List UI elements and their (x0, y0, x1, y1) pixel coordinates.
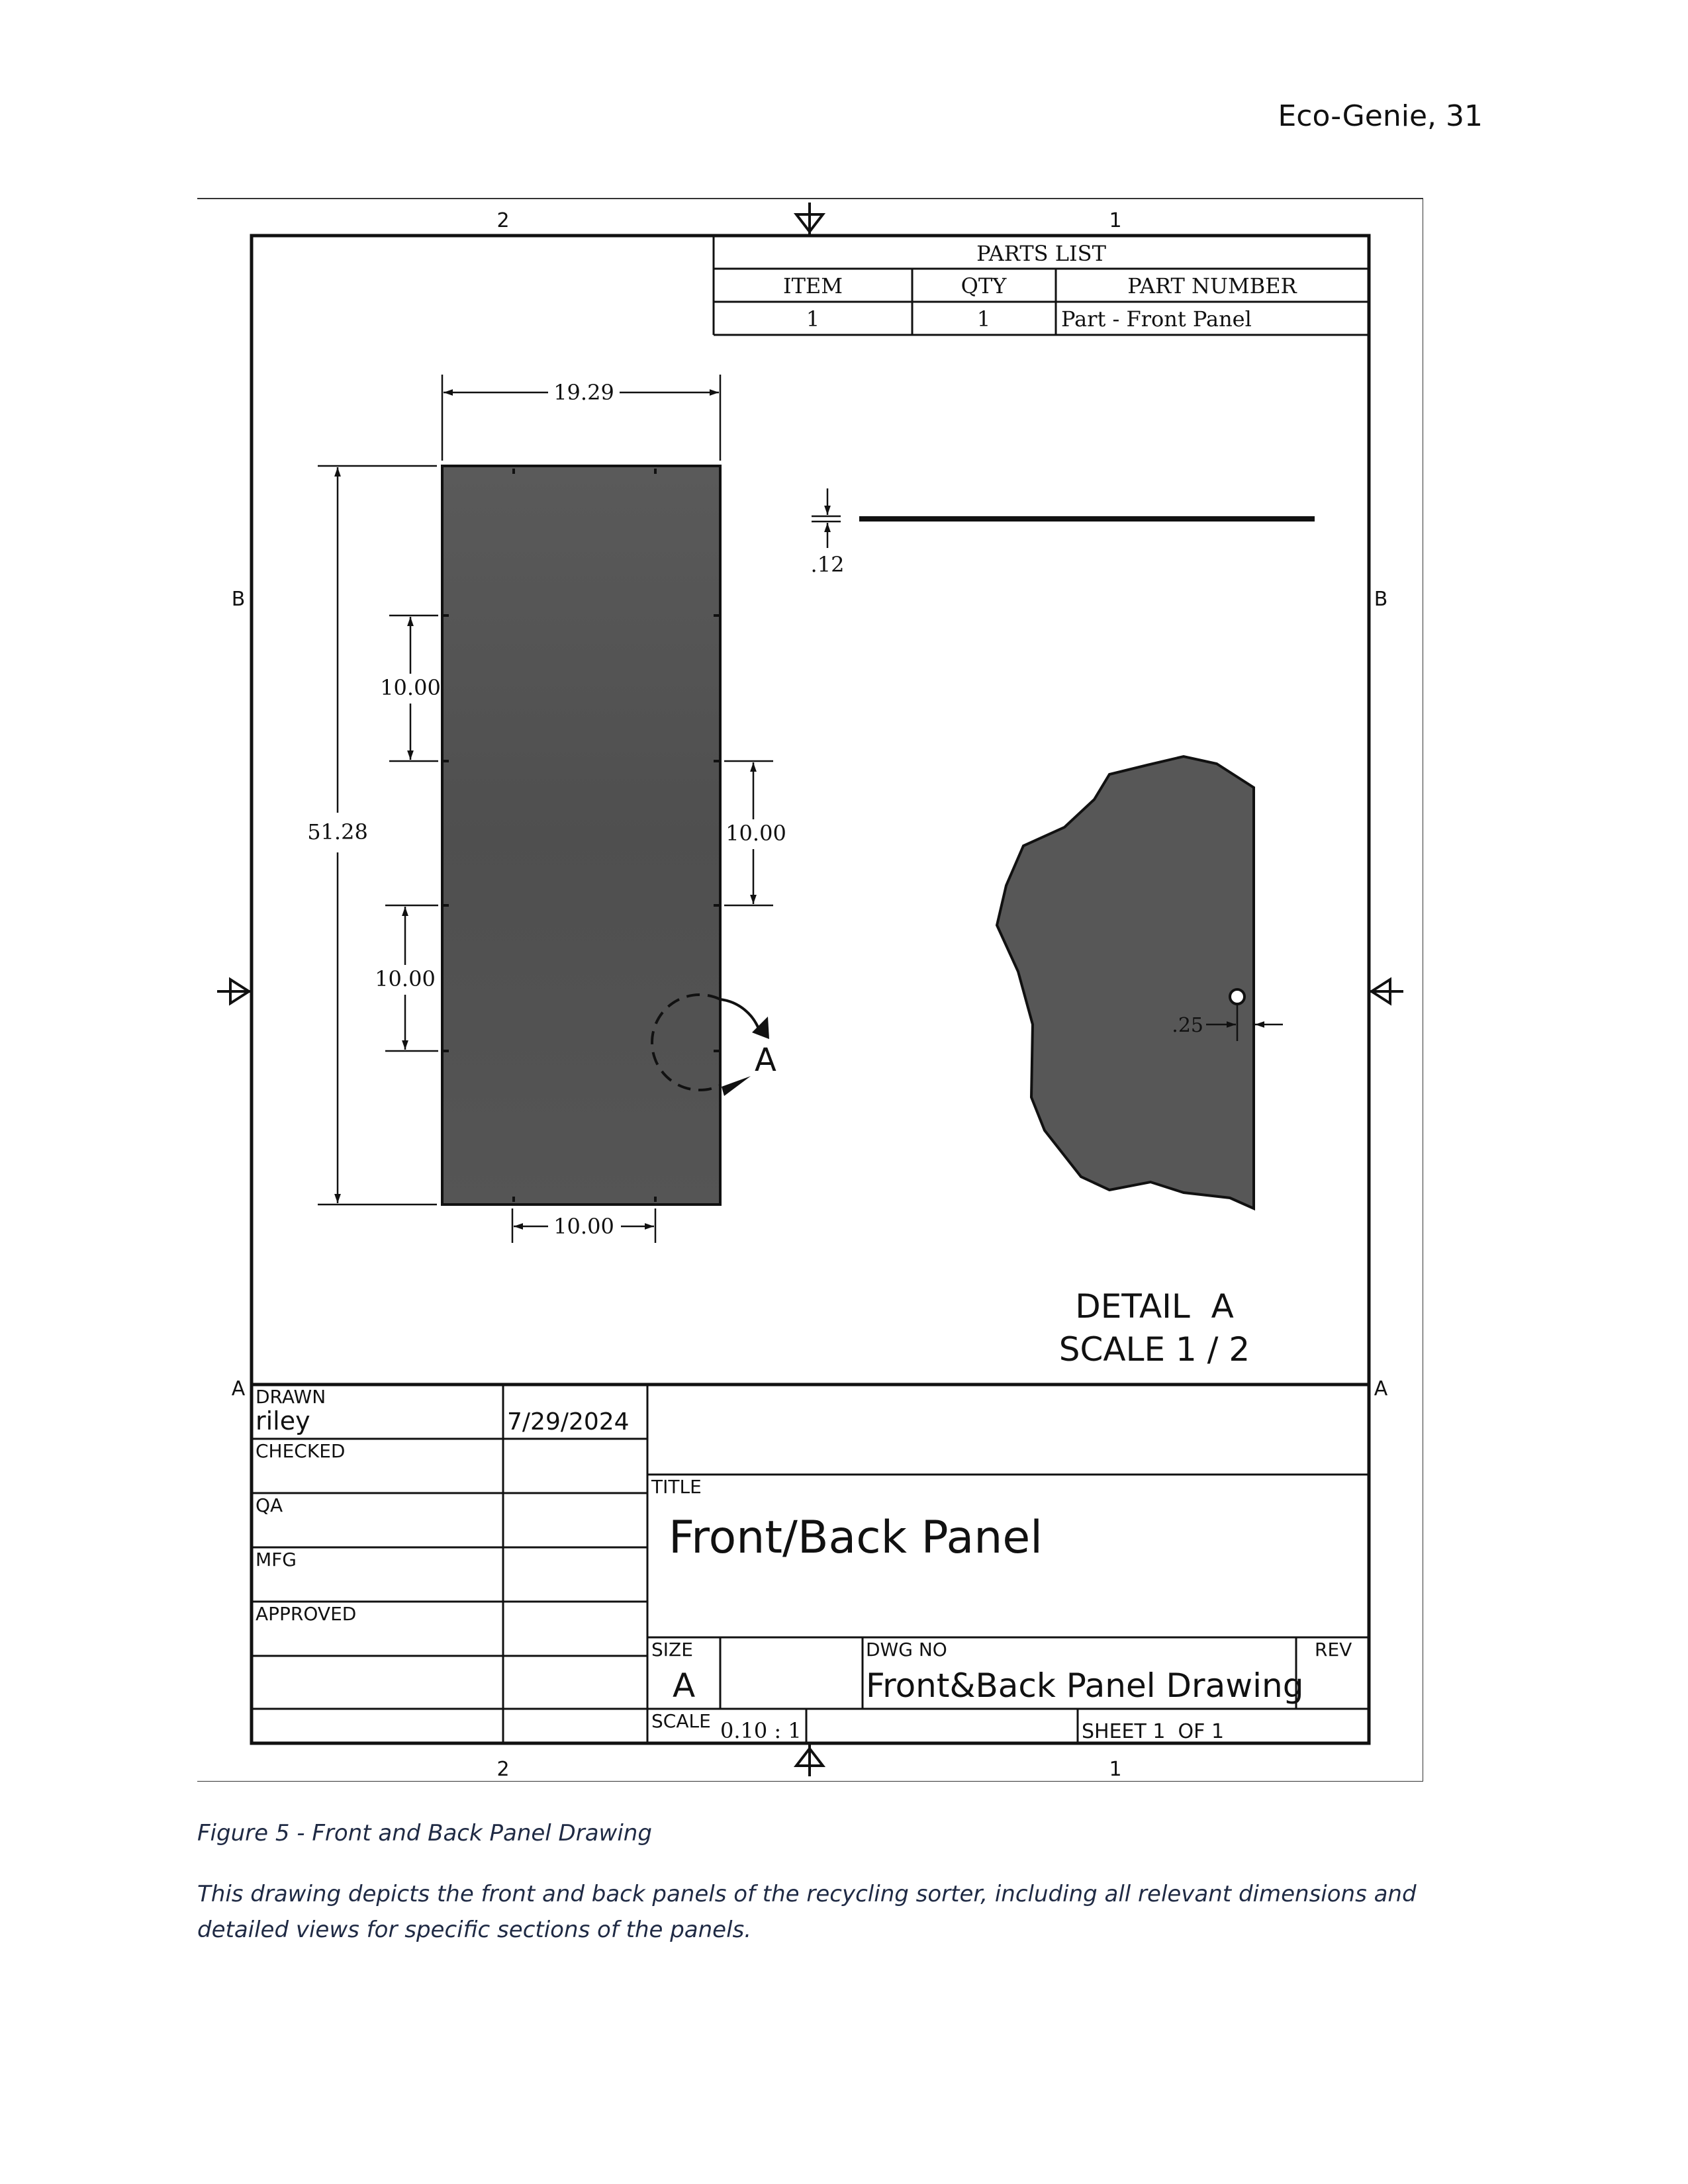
zone-label-right-A: A (1374, 1377, 1388, 1400)
zone-label-right-B: B (1374, 588, 1388, 611)
parts-list-title: PARTS LIST (976, 241, 1106, 266)
dwg-no-label: DWG NO (866, 1639, 947, 1661)
detail-a-view (997, 756, 1254, 1208)
centering-mark-top (796, 203, 823, 236)
zone-label-bottom-1: 1 (1109, 1758, 1122, 1781)
scale-label: SCALE (651, 1710, 711, 1732)
page-header: Eco-Genie, 31 (1278, 99, 1483, 133)
zone-label-left-B: B (231, 588, 246, 611)
height-dimension-label: 51.28 (307, 819, 368, 844)
drawn-label: DRAWN (256, 1386, 326, 1408)
upper-hole-spacing-label: 10.00 (380, 675, 441, 700)
detail-hole-offset-label: .25 (1172, 1014, 1203, 1037)
title-label: TITLE (651, 1476, 702, 1498)
front-panel-view (442, 466, 720, 1205)
dwg-no-value: Front&Back Panel Drawing (866, 1666, 1304, 1705)
right-hole-spacing-label: 10.00 (726, 821, 786, 846)
size-label: SIZE (651, 1639, 693, 1661)
checked-label: CHECKED (256, 1440, 346, 1462)
engineering-drawing (197, 197, 1423, 1782)
sheet-number: SHEET 1 OF 1 (1082, 1720, 1225, 1743)
bottom-hole-spacing-label: 10.00 (553, 1214, 614, 1239)
centering-mark-right (1369, 979, 1403, 1003)
detail-hole (1230, 989, 1244, 1004)
parts-list-header-qty: QTY (961, 273, 1007, 298)
detail-label: DETAIL A (1075, 1287, 1234, 1326)
zone-label-left-A: A (231, 1377, 246, 1400)
scale-value: 0.10 : 1 (720, 1718, 802, 1743)
figure-caption: Figure 5 - Front and Back Panel Drawing (197, 1820, 652, 1846)
parts-list-header-item: ITEM (782, 273, 843, 298)
approved-label: APPROVED (256, 1603, 357, 1625)
detail-callout-letter: A (755, 1042, 776, 1079)
mfg-label: MFG (256, 1549, 297, 1570)
rev-label: REV (1315, 1639, 1352, 1661)
centering-mark-left (217, 979, 252, 1003)
parts-list-cell-item: 1 (806, 306, 820, 332)
drawn-by: riley (256, 1406, 310, 1435)
qa-label: QA (256, 1494, 283, 1516)
drawn-date: 7/29/2024 (507, 1408, 630, 1435)
parts-list-header-part-number: PART NUMBER (1127, 273, 1297, 298)
lower-hole-spacing-label: 10.00 (375, 966, 436, 991)
parts-list-cell-part-number: Part - Front Panel (1061, 306, 1252, 332)
centering-mark-bottom (796, 1743, 823, 1776)
detail-scale: SCALE 1 / 2 (1058, 1330, 1250, 1369)
detail-callout-arrow-lower (722, 1076, 751, 1096)
zone-label-bottom-2: 2 (496, 1758, 510, 1781)
thickness-dimension (812, 488, 841, 548)
thickness-dimension-label: .12 (810, 552, 845, 577)
zone-label-top-2: 2 (496, 209, 510, 232)
zone-label-top-1: 1 (1109, 209, 1122, 232)
figure-description: This drawing depicts the front and back panels of the recycling sorter, including all relevant dimensions and detailed views for specific sections of the panels. (197, 1881, 1417, 1943)
parts-list-cell-qty: 1 (976, 306, 991, 332)
size-value: A (673, 1666, 696, 1705)
width-dimension-label: 19.29 (553, 380, 614, 405)
drawing-title: Front/Back Panel (669, 1512, 1043, 1564)
